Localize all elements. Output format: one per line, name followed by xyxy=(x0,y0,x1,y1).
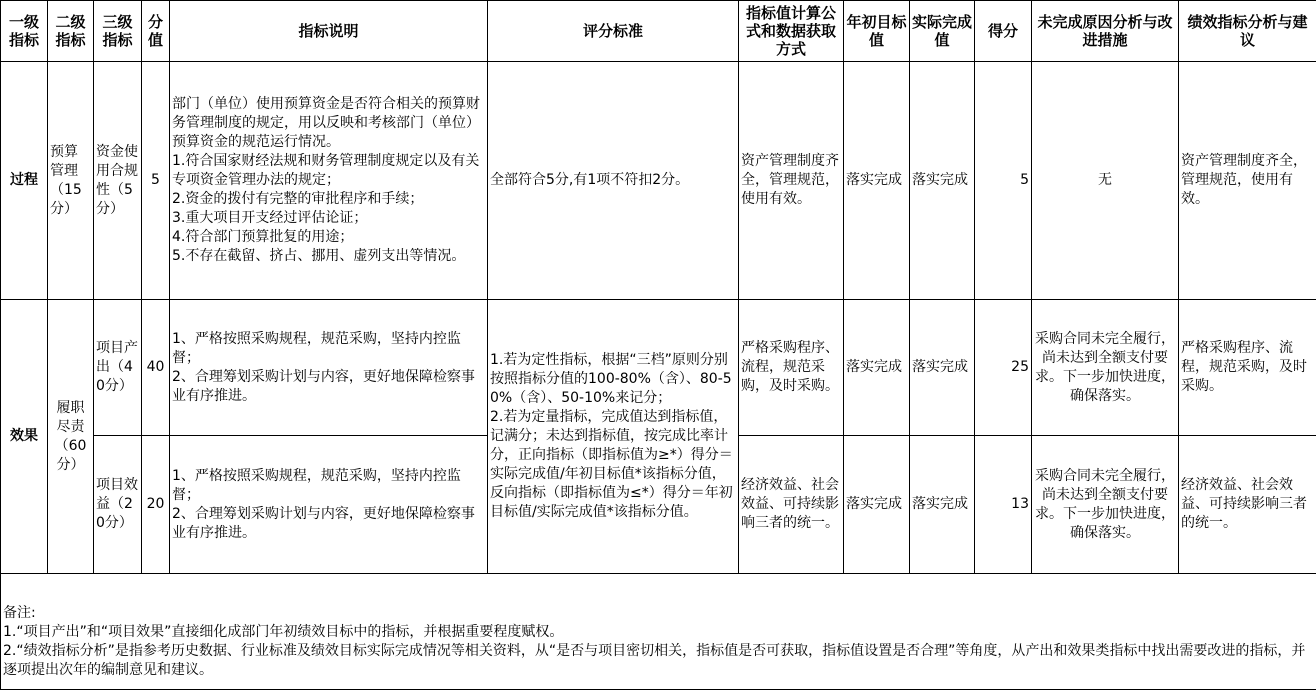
output-description xyxy=(170,300,488,436)
process-description xyxy=(170,62,488,300)
process-criteria: 全部符合5分,有1项不符扣2分。 xyxy=(488,62,739,300)
notes-cell xyxy=(1,574,1316,690)
output-row xyxy=(1,300,1316,436)
benefit-level3: 项目效益（20分） xyxy=(94,436,142,574)
output-formula: 严格采购程序、流程，规范采购，及时采购。 xyxy=(739,300,844,436)
header-actual: 实际完成值 xyxy=(910,1,975,62)
output-actual: 落实完成 xyxy=(910,300,975,436)
process-level2: 预算管理（15分） xyxy=(48,62,94,300)
process-target: 落实完成 xyxy=(844,62,910,300)
header-row xyxy=(1,1,1316,62)
note-line: 备注: xyxy=(3,604,36,621)
process-value: 5 xyxy=(142,62,170,300)
benefit-reason: 采购合同未完全履行，尚未达到全额支付要求。下一步加快进度，确保落实。 xyxy=(1032,436,1179,574)
output-score: 25 xyxy=(975,300,1032,436)
process-desc-line: 部门（单位）使用预算资金是否符合相关的预算财务管理制度的规定，用以反映和考核部门（单位）预算资金的规范运行情况。 xyxy=(172,96,480,150)
benefit-description xyxy=(170,436,488,574)
header-target: 年初目标值 xyxy=(844,1,910,62)
header-level3: 三级指标 xyxy=(94,1,142,62)
benefit-actual: 落实完成 xyxy=(910,436,975,574)
process-reason: 无 xyxy=(1032,62,1179,300)
effect-criteria xyxy=(488,300,739,574)
header-level2: 二级指标 xyxy=(48,1,94,62)
notes-row xyxy=(1,574,1316,690)
benefit-value: 20 xyxy=(142,436,170,574)
process-score: 5 xyxy=(975,62,1032,300)
benefit-target: 落实完成 xyxy=(844,436,910,574)
effect-level2: 履职尽责（60分） xyxy=(48,300,94,574)
header-level1: 一级指标 xyxy=(1,1,48,62)
process-desc-line: 1.符合国家财经法规和财务管理制度规定以及有关专项资金管理办法的规定； xyxy=(172,153,480,188)
output-desc-line: 1、严格按照采购规程，规范采购，坚持内控监督； xyxy=(172,330,461,366)
output-level3: 项目产出（40分） xyxy=(94,300,142,436)
header-suggestion: 绩效指标分析与建议 xyxy=(1179,1,1316,62)
benefit-suggestion: 经济效益、社会效益、可持续影响三者的统一。 xyxy=(1179,436,1316,574)
process-actual: 落实完成 xyxy=(910,62,975,300)
process-level3: 资金使用合规性（5分） xyxy=(94,62,142,300)
header-description: 指标说明 xyxy=(170,1,488,62)
output-value: 40 xyxy=(142,300,170,436)
effect-criteria-line: 1.若为定性指标，根据“三档”原则分别按照指标分值的100-80%（含）、80-50%（含）、50-10%来记分； xyxy=(490,352,732,406)
header-score-value: 分值 xyxy=(142,1,170,62)
process-desc-line: 2.资金的拨付有完整的审批程序和手续； xyxy=(172,191,424,207)
header-formula: 指标值计算公式和数据获取方式 xyxy=(739,1,844,62)
process-desc-line: 5.不存在截留、挤占、挪用、虚列支出等情况。 xyxy=(172,248,466,264)
benefit-formula: 经济效益、社会效益、可持续影响三者的统一。 xyxy=(739,436,844,574)
note-line: 1.“项目产出”和“项目效果”直接细化成部门年初绩效目标中的指标，并根据重要程度赋权。 xyxy=(3,623,564,640)
effect-criteria-line: 2.若为定量指标，完成值达到指标值，记满分；未达到指标值，按完成比率计分，正向指标（即指标值为≥*）得分＝实际完成值/年初目标值*该指标分值，反向指标（即指标值为≤*）得分＝年初目标值/实际完成值*该指标分值。 xyxy=(490,409,733,520)
header-score: 得分 xyxy=(975,1,1032,62)
header-criteria: 评分标准 xyxy=(488,1,739,62)
process-formula: 资产管理制度齐全，管理规范，使用有效。 xyxy=(739,62,844,300)
output-target: 落实完成 xyxy=(844,300,910,436)
header-reason: 未完成原因分析与改进措施 xyxy=(1032,1,1179,62)
process-row xyxy=(1,62,1316,300)
process-desc-line: 4.符合部门预算批复的用途； xyxy=(172,229,354,245)
benefit-score: 13 xyxy=(975,436,1032,574)
output-suggestion: 严格采购程序、流程，规范采购，及时采购。 xyxy=(1179,300,1316,436)
output-desc-line: 2、合理筹划采购计划与内容，更好地保障检察事业有序推进。 xyxy=(172,368,475,404)
note-line: 2.“绩效指标分析”是指参考历史数据、行业标准及绩效目标实际完成情况等相关资料，从“是否与项目密切相关，指标值是否可获取，指标值设置是否合理”等角度，从产出和效果类指标中找出需要改进的指标，并逐项提出次年的编制意见和建议。 xyxy=(3,642,1306,678)
output-reason: 采购合同未完全履行，尚未达到全额支付要求。下一步加快进度，确保落实。 xyxy=(1032,300,1179,436)
benefit-desc-line: 1、严格按照采购规程，规范采购，坚持内控监督； xyxy=(172,467,461,503)
process-desc-line: 3.重大项目开支经过评估论证； xyxy=(172,210,368,226)
effect-level1: 效果 xyxy=(1,300,48,574)
process-level1: 过程 xyxy=(1,62,48,300)
process-suggestion: 资产管理制度齐全，管理规范，使用有效。 xyxy=(1179,62,1316,300)
benefit-desc-line: 2、合理筹划采购计划与内容，更好地保障检察事业有序推进。 xyxy=(172,505,475,541)
